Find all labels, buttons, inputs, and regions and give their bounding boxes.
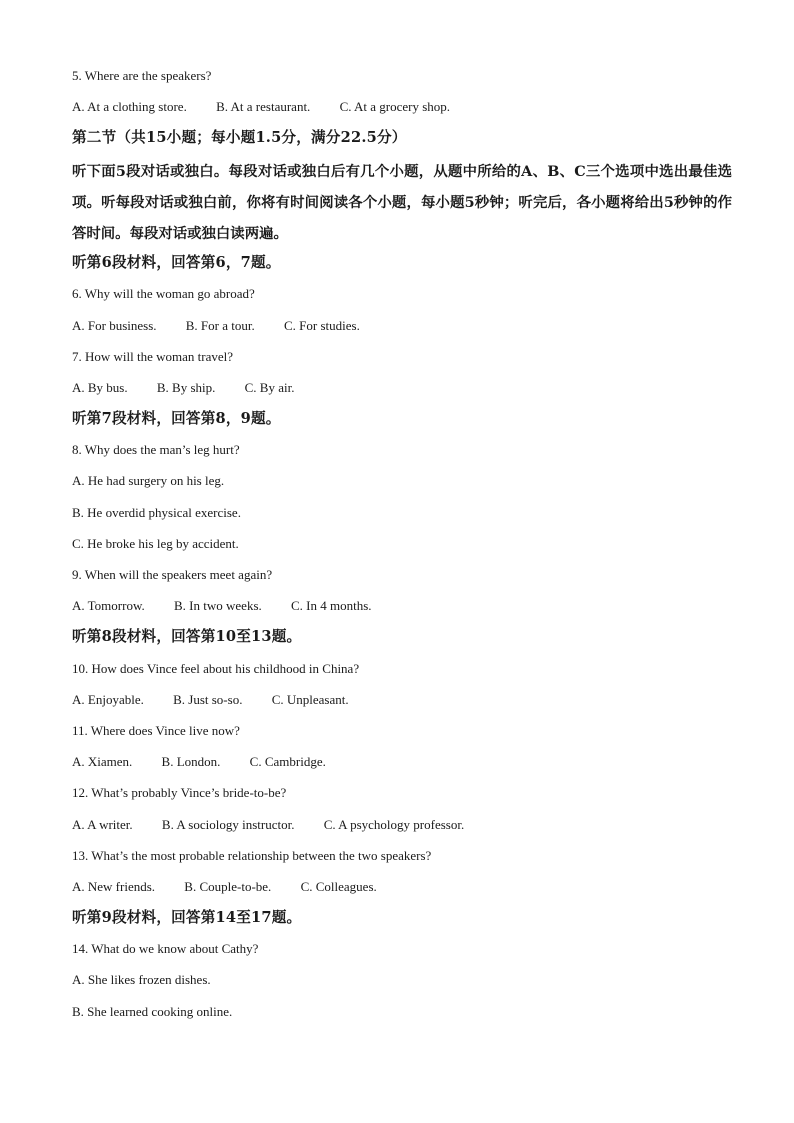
- option-c: C. Colleagues.: [300, 878, 377, 894]
- option-a: A. New friends.: [72, 878, 156, 894]
- option-a: A. By bus.: [72, 379, 128, 395]
- option-b: B. In two weeks.: [174, 598, 262, 614]
- option-b: B. At a restaurant.: [216, 99, 311, 115]
- question-10-options: [72, 686, 732, 717]
- option-a: A. For business.: [72, 317, 157, 333]
- exam-page: [72, 62, 732, 1029]
- option-c: C. By air.: [244, 379, 295, 395]
- option-b: B. A sociology instructor.: [161, 816, 295, 832]
- section-2-instructions: 听下面5段对话或独白。每段对话或独白后有几个小题，从题中所给的A、B、C三个选项中选出最佳选项。听每段对话或独白前，你将有时间阅读各个小题，每小题5秒钟；听完后，各小题将给出5秒钟的作答时间。每段对话或独白读两遍。: [72, 162, 732, 242]
- option-a: A. Tomorrow.: [72, 598, 145, 614]
- group-6-heading: 听第6段材料，回答第6，7题。: [72, 254, 281, 272]
- option-b: B. London.: [161, 754, 221, 770]
- question-11: 11. Where does Vince live now?: [72, 722, 240, 738]
- question-9-options: [72, 592, 732, 623]
- option-c: C. Cambridge.: [249, 754, 326, 770]
- question-12: 12. What’s probably Vince’s bride-to-be?: [72, 785, 287, 801]
- question-13: 13. What’s the most probable relationship between the two speakers?: [72, 847, 432, 863]
- option-c: C. For studies.: [284, 317, 360, 333]
- option-c: C. At a grocery shop.: [339, 99, 451, 115]
- question-8-option-b: B. He overdid physical exercise.: [72, 504, 241, 520]
- question-13-options: [72, 873, 732, 904]
- question-8-option-a: A. He had surgery on his leg.: [72, 473, 225, 489]
- option-c: C. In 4 months.: [291, 598, 372, 614]
- question-7: 7. How will the woman travel?: [72, 348, 234, 364]
- question-11-options: [72, 748, 732, 779]
- option-c: C. A psychology professor.: [323, 816, 465, 832]
- question-14: 14. What do we know about Cathy?: [72, 941, 259, 957]
- option-a: A. Xiamen.: [72, 754, 133, 770]
- option-b: B. By ship.: [156, 379, 216, 395]
- question-9: 9. When will the speakers meet again?: [72, 567, 273, 583]
- question-14-option-a: A. She likes frozen dishes.: [72, 972, 211, 988]
- option-b: B. Couple-to-be.: [184, 878, 272, 894]
- group-8-heading: 听第8段材料，回答第10至13题。: [72, 628, 302, 646]
- question-8-option-c: C. He broke his leg by accident.: [72, 535, 239, 551]
- group-7-heading: 听第7段材料，回答第8，9题。: [72, 410, 281, 428]
- question-8: 8. Why does the man’s leg hurt?: [72, 442, 240, 458]
- group-9-heading: 听第9段材料，回答第14至17题。: [72, 909, 302, 927]
- question-10: 10. How does Vince feel about his childhood in China?: [72, 660, 360, 676]
- question-5: 5. Where are the speakers?: [72, 68, 212, 83]
- question-6: 6. Why will the woman go abroad?: [72, 286, 255, 302]
- option-a: A. Enjoyable.: [72, 691, 144, 707]
- question-14-option-b: B. She learned cooking online.: [72, 1003, 233, 1019]
- option-b: B. For a tour.: [185, 317, 255, 333]
- option-b: B. Just so-so.: [173, 691, 243, 707]
- option-a: A. At a clothing store.: [72, 99, 187, 115]
- question-7-options: [72, 374, 732, 405]
- question-12-options: [72, 811, 732, 842]
- option-a: A. A writer.: [72, 816, 133, 832]
- section-2-heading: 第二节（共15小题；每小题1.5分，满分22.5分）: [72, 129, 407, 147]
- question-6-options: [72, 312, 732, 343]
- question-5-options: [72, 93, 732, 124]
- option-c: C. Unpleasant.: [271, 691, 349, 707]
